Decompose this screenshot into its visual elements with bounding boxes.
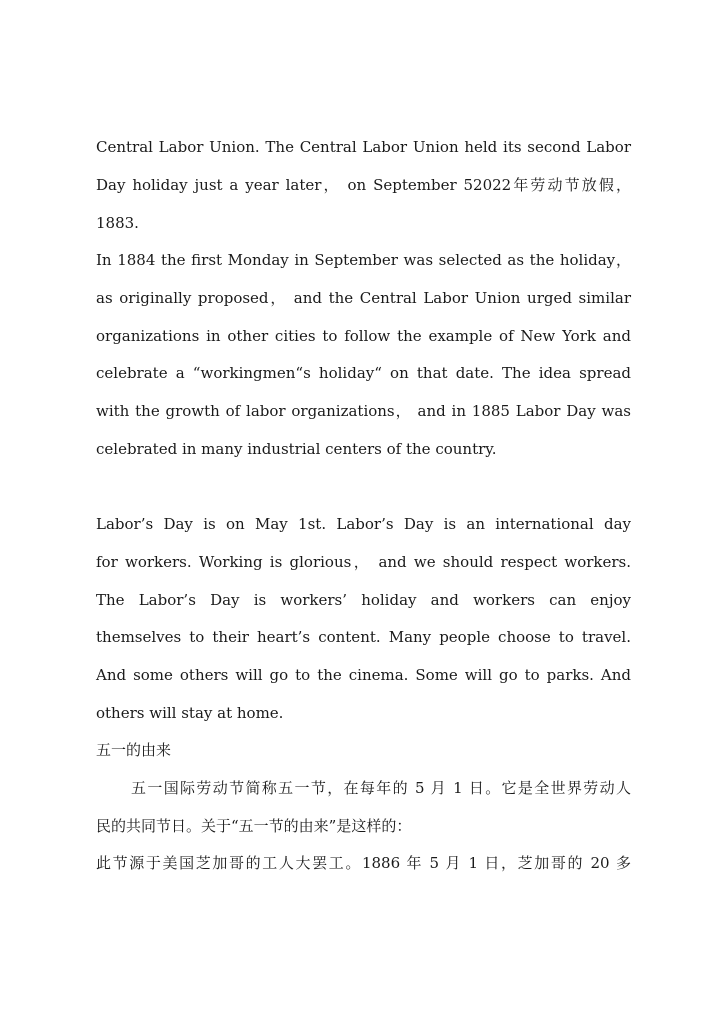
paragraph-line: 1883. <box>96 214 139 232</box>
paragraph-line: themselves to their heart’s content. Many people choose to travel. <box>96 628 631 646</box>
paragraph-line: Labor’s Day is on May 1st. Labor’s Day is an international day <box>96 515 631 533</box>
section-heading: 五一的由来 <box>96 741 172 759</box>
paragraph-line: Central Labor Union. The Central Labor Union held its second Labor <box>96 138 631 156</box>
paragraph-line: 此节源于美国芝加哥的工人大罢工。1886 年 5 月 1 日，芝加哥的 20 多 <box>96 854 631 872</box>
paragraph-line: for workers. Working is glorious， and we should respect workers. <box>96 553 631 571</box>
paragraph-line: And some others will go to the cinema. Some will go to parks. And <box>96 666 631 684</box>
paragraph-line: The Labor’s Day is workers’ holiday and workers can enjoy <box>96 591 631 609</box>
paragraph-line: celebrated in many industrial centers of the country. <box>96 440 497 458</box>
paragraph-line: Day holiday just a year later， on September 52022年劳动节放假， <box>96 176 631 194</box>
paragraph-line: 民的共同节日。关于“五一节的由来”是这样的： <box>96 817 412 835</box>
paragraph-line: as originally proposed， and the Central Labor Union urged similar <box>96 289 631 307</box>
paragraph-line: organizations in other cities to follow the example of New York and <box>96 327 631 345</box>
paragraph-line: others will stay at home. <box>96 704 284 722</box>
paragraph-line: 五一国际劳动节简称五一节，在每年的 5 月 1 日。它是全世界劳动人 <box>131 779 631 797</box>
paragraph-line: with the growth of labor organizations， and in 1885 Labor Day was <box>96 402 631 420</box>
paragraph-line: In 1884 the first Monday in September was selected as the holiday， <box>96 251 631 269</box>
paragraph-line: celebrate a “workingmen“s holiday“ on that date. The idea spread <box>96 364 631 382</box>
